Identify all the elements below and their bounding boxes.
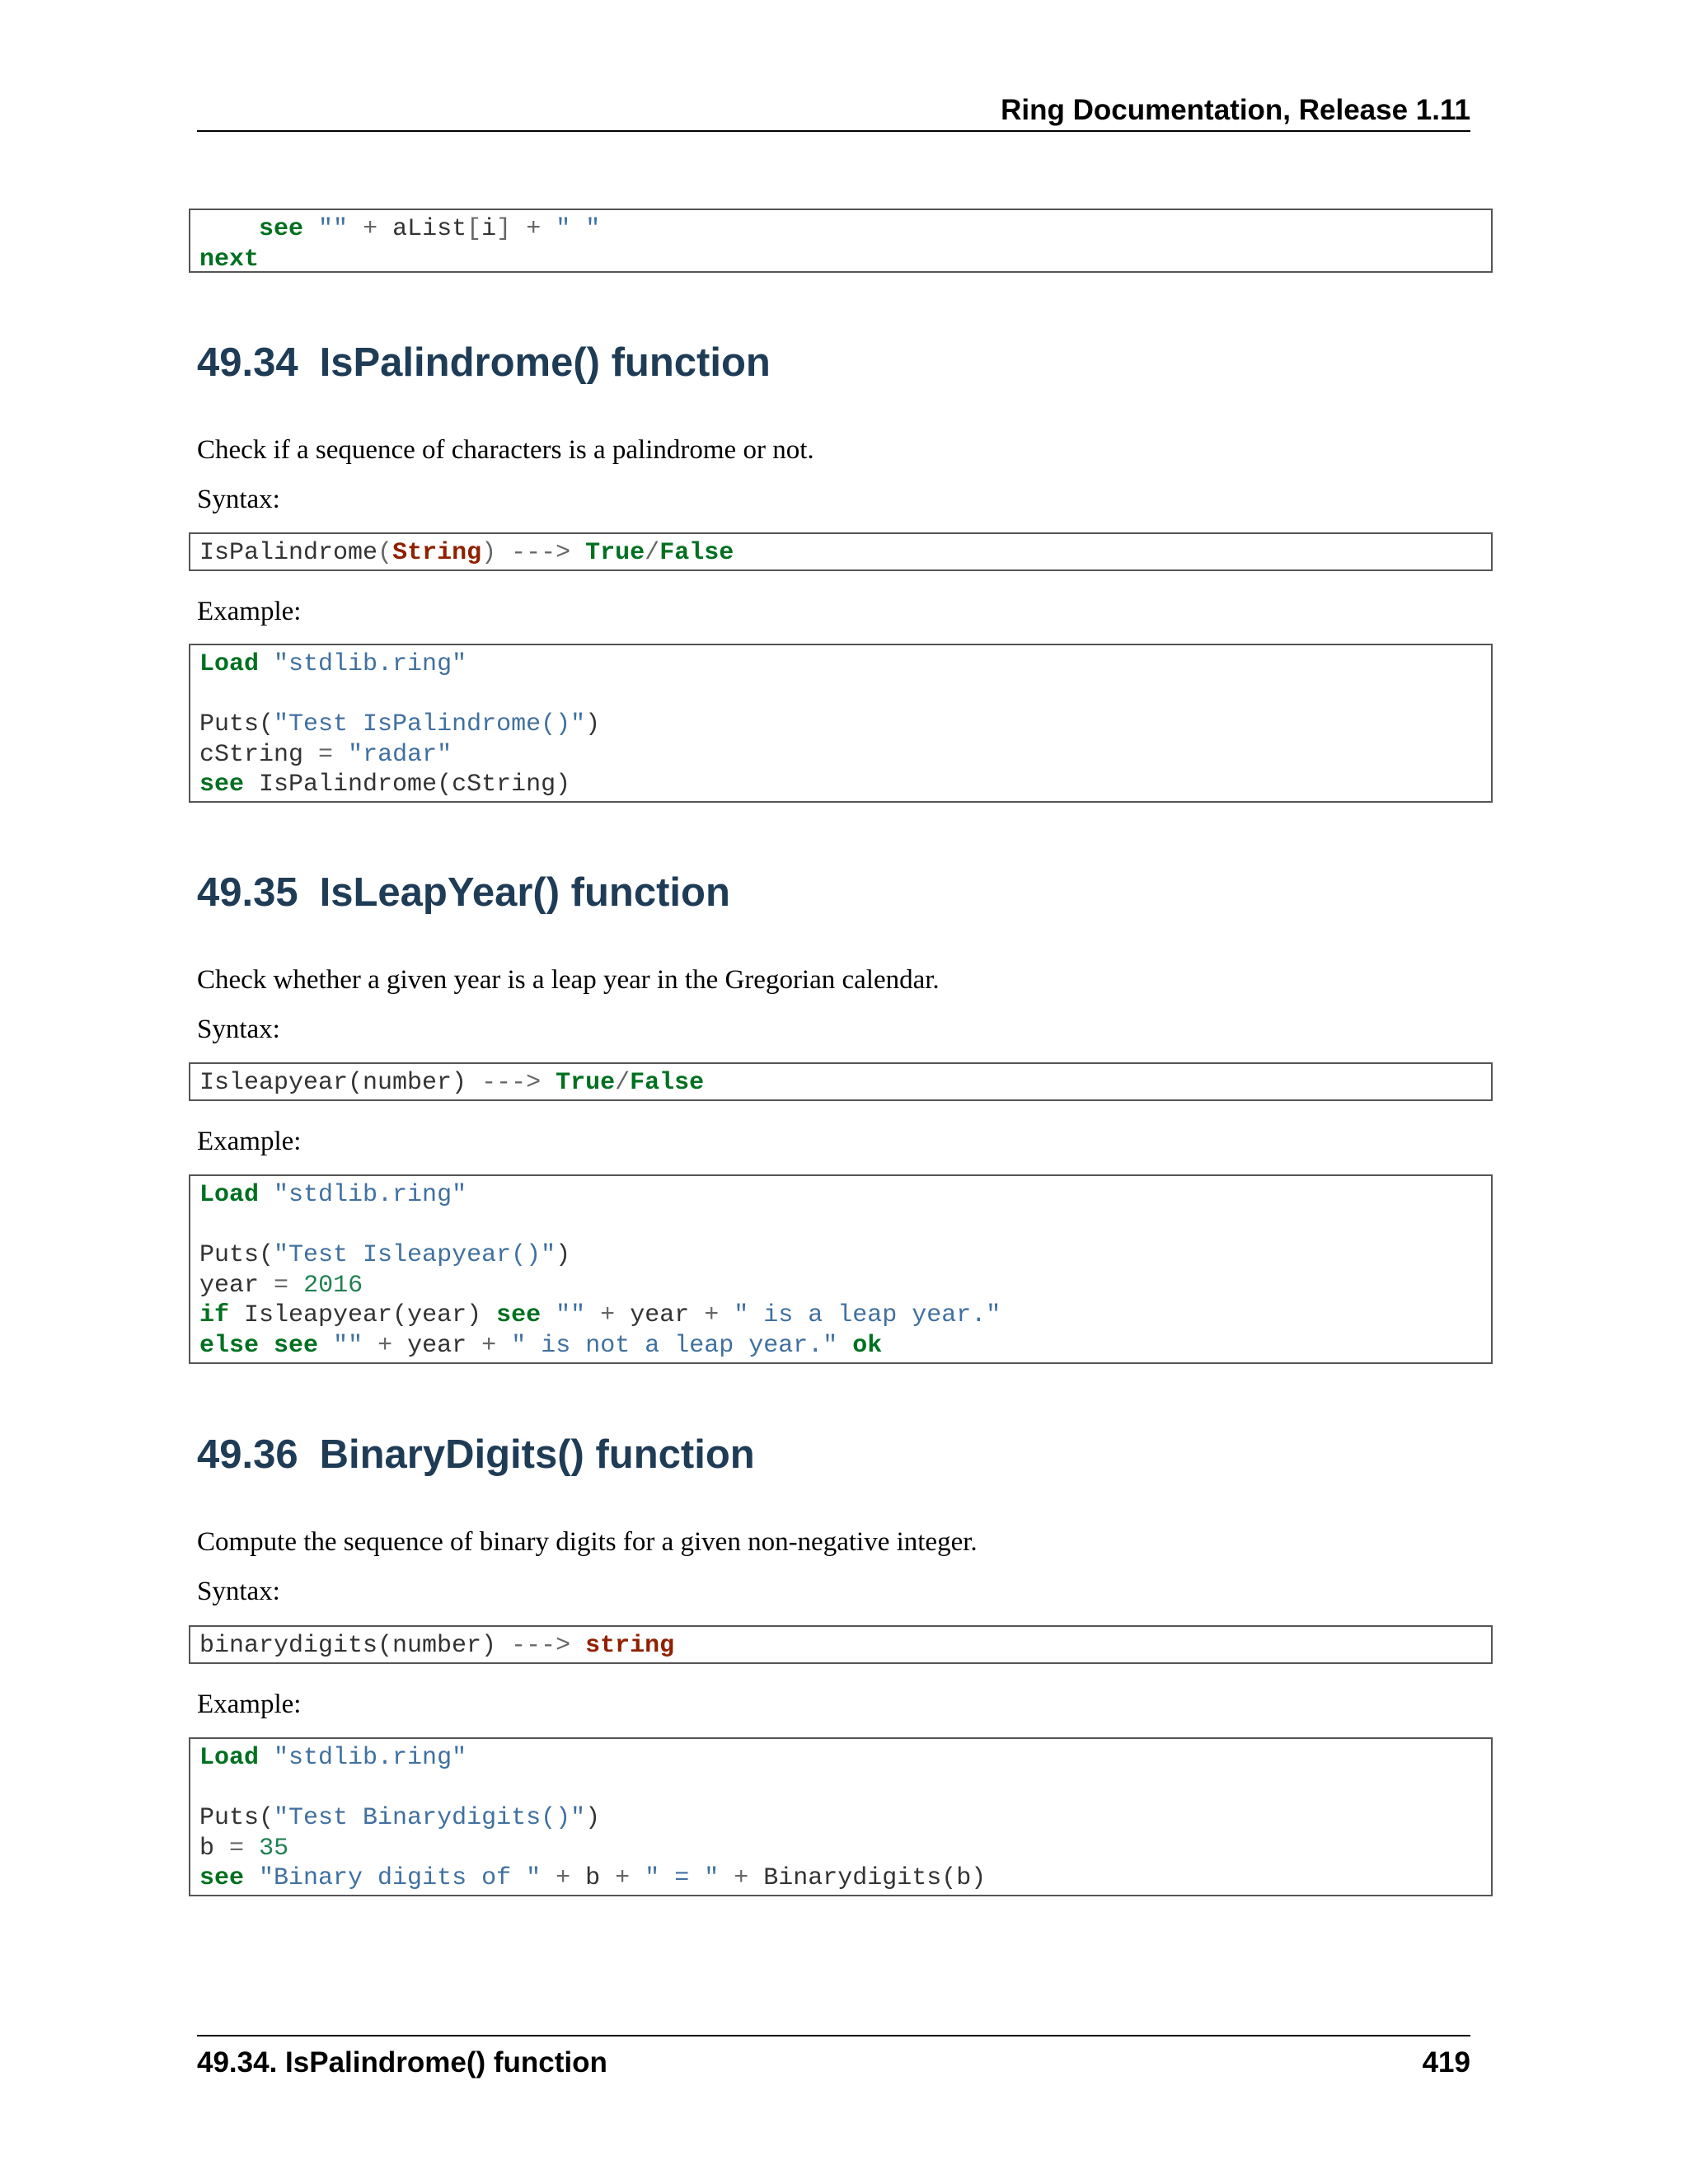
code-line: Load "stdlib.ring"	[199, 1744, 467, 1772]
example-block-binarydigits	[189, 1737, 1493, 1896]
code-line-blank	[199, 1211, 1482, 1241]
code-line: Puts("Test Binarydigits()")	[199, 1804, 601, 1832]
code-line: next	[199, 245, 260, 274]
code-line: Puts("Test Isleapyear()")	[199, 1241, 571, 1269]
example-label: Example:	[197, 597, 302, 626]
code-line: b = 35	[199, 1834, 289, 1863]
example-block-isleapyear	[189, 1174, 1493, 1364]
code-line: cString = "radar"	[199, 740, 452, 769]
code-line: Load "stdlib.ring"	[199, 650, 467, 678]
example-label: Example:	[197, 1690, 302, 1719]
footer-section-title: 49.34. IsPalindrome() function	[197, 2046, 607, 2079]
syntax-block-ispalindrome	[189, 532, 1493, 571]
running-footer	[197, 2035, 1470, 2081]
syntax-block-binarydigits	[189, 1625, 1493, 1664]
syntax-label: Syntax:	[197, 485, 280, 514]
code-line: see "" + aList[i] + " "	[259, 215, 601, 243]
section-description: Check whether a given year is a leap year in the Gregorian calendar.	[197, 965, 940, 995]
code-line: IsPalindrome(String) ---> True/False	[199, 539, 734, 567]
code-line: binarydigits(number) ---> string	[199, 1632, 675, 1660]
example-label: Example:	[197, 1127, 302, 1156]
code-block-continuation	[189, 209, 1493, 273]
page-number: 419	[1422, 2046, 1470, 2079]
code-line: year = 2016	[199, 1271, 363, 1300]
syntax-label: Syntax:	[197, 1577, 280, 1606]
code-line: Puts("Test IsPalindrome()")	[199, 710, 601, 738]
code-line: see "Binary digits of " + b + " = " + Binarydigits(b)	[199, 1864, 987, 1892]
example-block-ispalindrome	[189, 644, 1493, 803]
document-title: Ring Documentation, Release 1.11	[1001, 94, 1470, 126]
running-header	[197, 92, 1470, 132]
code-line: Load "stdlib.ring"	[199, 1181, 467, 1209]
code-line-blank	[199, 1774, 1482, 1804]
section-heading-isleapyear: 49.35 IsLeapYear() function	[197, 870, 730, 915]
syntax-label: Syntax:	[197, 1015, 280, 1044]
section-heading-ispalindrome: 49.34 IsPalindrome() function	[197, 340, 771, 385]
syntax-block-isleapyear	[189, 1062, 1493, 1101]
code-line: Isleapyear(number) ---> True/False	[199, 1069, 705, 1097]
code-line-blank	[199, 680, 1482, 710]
code-line: if Isleapyear(year) see "" + year + " is a leap year."	[199, 1301, 1001, 1329]
section-heading-binarydigits: 49.36 BinaryDigits() function	[197, 1432, 755, 1477]
section-description: Compute the sequence of binary digits for a given non-negative integer.	[197, 1527, 978, 1557]
section-description: Check if a sequence of characters is a palindrome or not.	[197, 435, 814, 465]
code-line: see IsPalindrome(cString)	[199, 771, 571, 799]
code-line: else see "" + year + " is not a leap year." ok	[199, 1331, 883, 1360]
